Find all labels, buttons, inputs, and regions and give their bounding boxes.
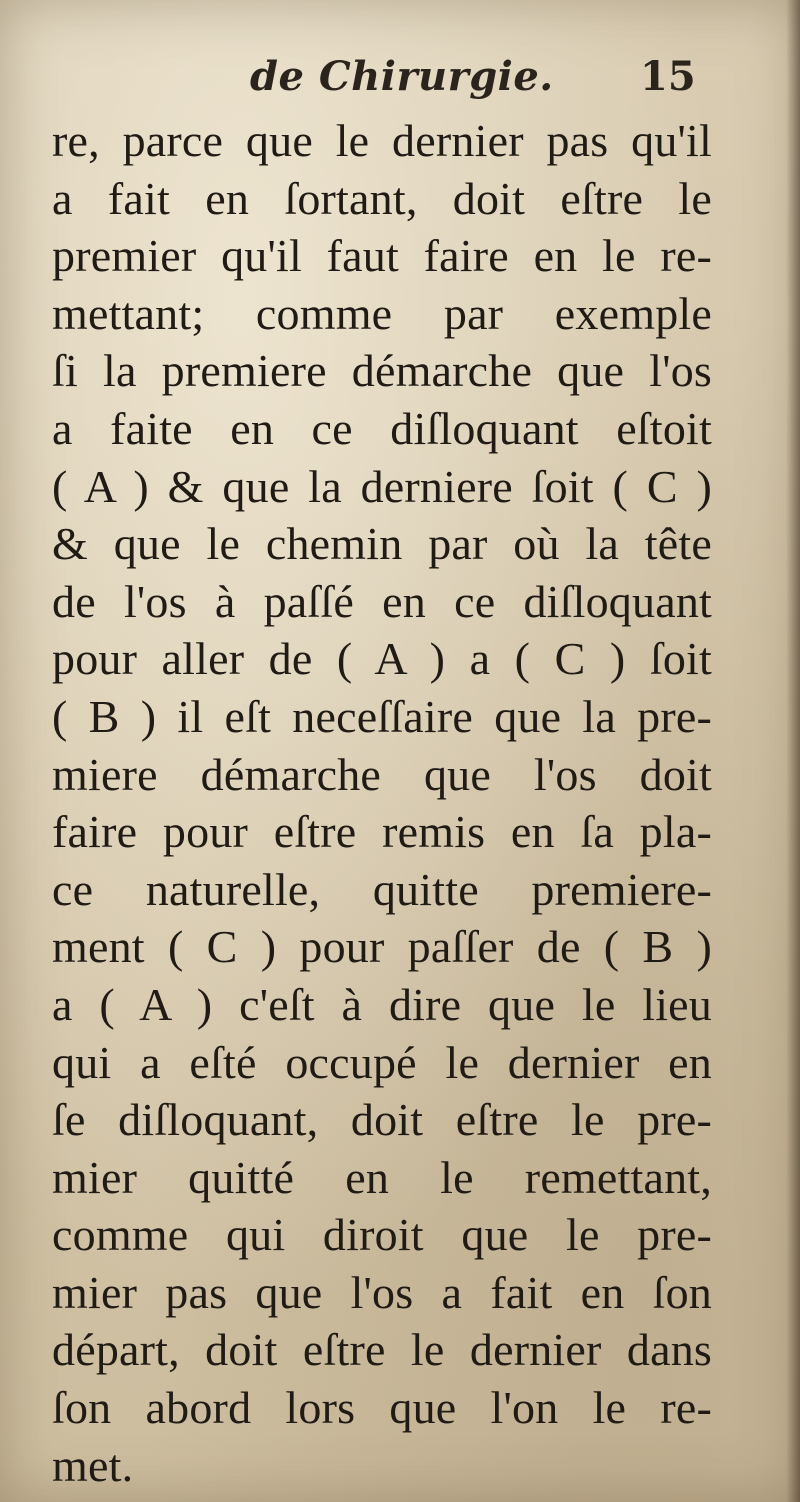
text-line: a faite en ce diſloquant eſtoit <box>52 402 712 454</box>
text-line: met. <box>52 1439 134 1491</box>
text-line: ment ( C ) pour paſſer de ( B ) <box>52 921 712 973</box>
text-line: a ( A ) c'eſt à dire que le lieu <box>52 978 712 1030</box>
text-line: pour aller de ( A ) a ( C ) ſoit <box>52 633 712 685</box>
text-line: ſe diſloquant, doit eſtre le pre- <box>52 1094 712 1146</box>
text-line: miere démarche que l'os doit <box>52 748 712 800</box>
running-head <box>0 42 800 112</box>
text-line: ce naturelle, quitte premiere- <box>52 863 712 915</box>
text-line: premier qu'il faut faire en le re- <box>52 230 712 282</box>
text-line: ſi la premiere démarche que l'os <box>52 345 712 397</box>
text-line: re, parce que le dernier pas qu'il <box>52 115 712 166</box>
running-title: de Chirurgie. <box>250 53 554 100</box>
page-number: 15 <box>640 53 696 100</box>
text-line: qui a eſté occupé le dernier en <box>52 1036 712 1088</box>
text-line: ſon abord lors que l'on le re- <box>52 1382 712 1434</box>
text-line: faire pour eſtre remis en ſa pla- <box>52 806 712 858</box>
text-line: ( A ) & que la derniere ſoit ( C ) <box>52 460 712 512</box>
text-line: comme qui diroit que le pre- <box>52 1209 712 1261</box>
text-line: & que le chemin par où la tête <box>52 518 712 570</box>
text-line: mettant; comme par exemple <box>52 287 712 339</box>
text-line: de l'os à paſſé en ce diſloquant <box>52 575 712 627</box>
text-line: mier quitté en le remettant, <box>52 1151 712 1203</box>
text-line: ( B ) il eſt neceſſaire que la pre- <box>52 690 712 742</box>
text-line: départ, doit eſtre le dernier dans <box>52 1324 712 1376</box>
text-line: a fait en ſortant, doit eſtre le <box>52 172 712 224</box>
body-text <box>52 112 712 1494</box>
text-line: mier pas que l'os a fait en ſon <box>52 1266 712 1318</box>
